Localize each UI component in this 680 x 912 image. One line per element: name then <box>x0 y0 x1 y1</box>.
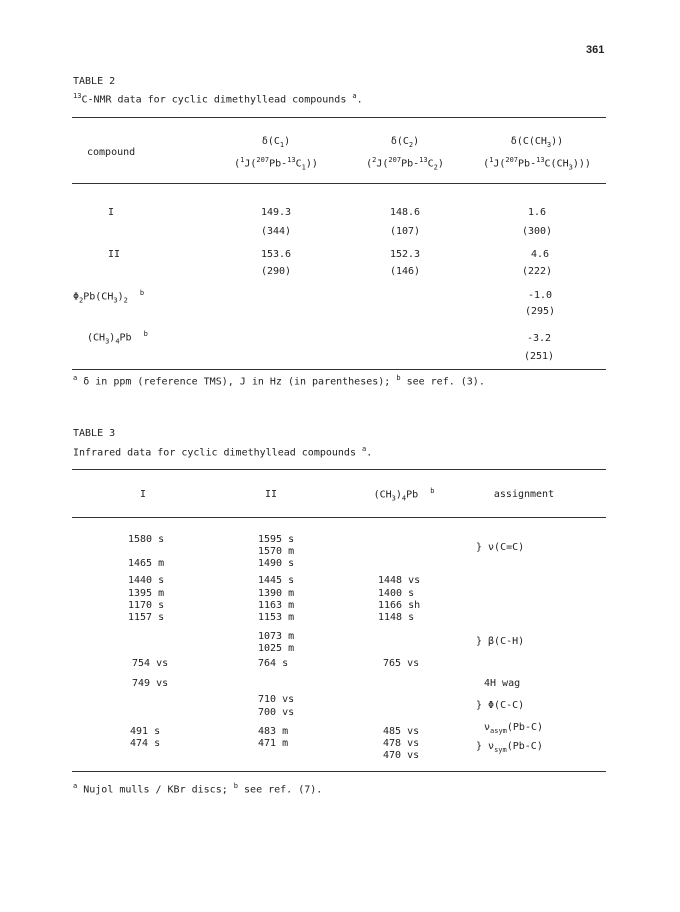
ir-value: 1073 m <box>258 631 295 642</box>
ir-value: 1157 s <box>128 612 165 623</box>
table2-compound: II <box>107 249 121 260</box>
ir-value: 1490 s <box>258 558 295 569</box>
page-number: 361 <box>586 44 605 56</box>
table2-label: TABLE 2 <box>73 76 116 87</box>
ir-value: 1465 m <box>128 558 165 569</box>
ir-value: 478 vs <box>383 738 420 749</box>
table2-cell: (344) <box>260 226 292 237</box>
table3-header-col2: II <box>264 489 278 500</box>
table3-footnote: $^a$ Nujol mulls / KBr discs; $^b$ see ref. (7). <box>73 782 323 796</box>
table3-header-col3: $(CH_3)_4Pb$ $^b$ <box>373 487 435 503</box>
ir-value: 1390 m <box>258 588 295 599</box>
ir-value: 1166 sh <box>378 600 421 611</box>
table3-header-col1: I <box>139 489 147 500</box>
table2-compound: $\Phi_2Pb(CH_3)_2$ $^b$ <box>73 289 145 305</box>
table3-bottom-rule <box>72 771 606 772</box>
table2-col1-header: $\delta(C_1)$ <box>261 136 291 149</box>
table2-compound-header: compound <box>87 147 136 158</box>
table2-cell: 148.6 <box>389 207 421 218</box>
ir-value: 485 vs <box>383 726 420 737</box>
table2-cell: 1.6 <box>527 207 547 218</box>
table2-caption: $^{13}$C-NMR data for cyclic dimethyllead compounds $^a$. <box>73 92 363 106</box>
ir-value: 1148 s <box>378 612 415 623</box>
table2-cell: -3.2 <box>526 333 552 344</box>
table2-col2-subheader: ($^2J(^{207}Pb-^{13}C_2)$ <box>366 156 444 172</box>
ir-value: 764 s <box>258 658 289 669</box>
ir-value: 765 vs <box>383 658 420 669</box>
table2-cell: 152.3 <box>389 249 421 260</box>
ir-assignment: $\nu_{asym}(Pb-C)$ <box>484 722 544 735</box>
table2-compound: $(CH_3)_4Pb$ $^b$ <box>87 330 148 346</box>
table3-label: TABLE 3 <box>73 428 116 439</box>
table2-cell: 149.3 <box>260 207 292 218</box>
ir-assignment: } $\nu_{sym}(Pb-C)$ <box>476 741 543 754</box>
table2-cell: (300) <box>521 226 553 237</box>
table3-header-rule <box>72 517 606 518</box>
ir-assignment: } Φ(C-C) <box>476 700 525 711</box>
ir-value: 1445 s <box>258 575 295 586</box>
table2-cell: (290) <box>260 266 292 277</box>
ir-value: 1400 s <box>378 588 415 599</box>
ir-value: 700 vs <box>258 707 295 718</box>
table2-cell: (107) <box>389 226 421 237</box>
table2-col3-header: $\delta(C(CH_3))$ <box>510 136 564 149</box>
ir-value: 754 vs <box>132 658 169 669</box>
ir-value: 1570 m <box>258 546 295 557</box>
table2-cell: 4.6 <box>530 249 550 260</box>
table2-cell: (251) <box>523 351 555 362</box>
ir-value: 1025 m <box>258 643 295 654</box>
ir-value: 710 vs <box>258 694 295 705</box>
ir-value: 1440 s <box>128 575 165 586</box>
table2-compound: I <box>107 207 115 218</box>
ir-value: 1170 s <box>128 600 165 611</box>
ir-value: 483 m <box>258 726 289 737</box>
table3-caption: Infrared data for cyclic dimethyllead compounds $^a$. <box>73 445 373 459</box>
table2-header-rule <box>72 183 606 184</box>
ir-value: 474 s <box>130 738 161 749</box>
ir-value: 470 vs <box>383 750 420 761</box>
table2-col2-header: $\delta(C_2)$ <box>390 136 420 149</box>
table2-bottom-rule <box>72 369 606 370</box>
ir-value: 1153 m <box>258 612 295 623</box>
ir-value: 471 m <box>258 738 289 749</box>
ir-assignment: 4H wag <box>484 678 521 689</box>
ir-value: 491 s <box>130 726 161 737</box>
ir-assignment: } β(C-H) <box>476 636 525 647</box>
table3-top-rule <box>72 469 606 470</box>
ir-assignment: } ν(C=C) <box>476 542 525 553</box>
table2-cell: 153.6 <box>260 249 292 260</box>
ir-value: 749 vs <box>132 678 169 689</box>
ir-value: 1448 vs <box>378 575 421 586</box>
table2-col1-subheader: $(^1J(^{207}Pb-^{13}C_1))$ <box>234 156 318 172</box>
ir-value: 1580 s <box>128 534 165 545</box>
table2-cell: -1.0 <box>527 290 553 301</box>
table2-cell: (295) <box>524 306 556 317</box>
table2-cell: (146) <box>389 266 421 277</box>
ir-value: 1595 s <box>258 534 295 545</box>
table3-header-col4: assignment <box>493 489 555 500</box>
ir-value: 1163 m <box>258 600 295 611</box>
table2-col3-subheader: $(^1J(^{207}Pb-^{13}C(CH_3)))$ <box>483 156 591 172</box>
table2-footnote: $^a$ δ in ppm (reference TMS), J in Hz (in parentheses); $^b$ see ref. (3). <box>73 374 485 388</box>
table2-top-rule <box>72 117 606 118</box>
table2-cell: (222) <box>521 266 553 277</box>
ir-value: 1395 m <box>128 588 165 599</box>
